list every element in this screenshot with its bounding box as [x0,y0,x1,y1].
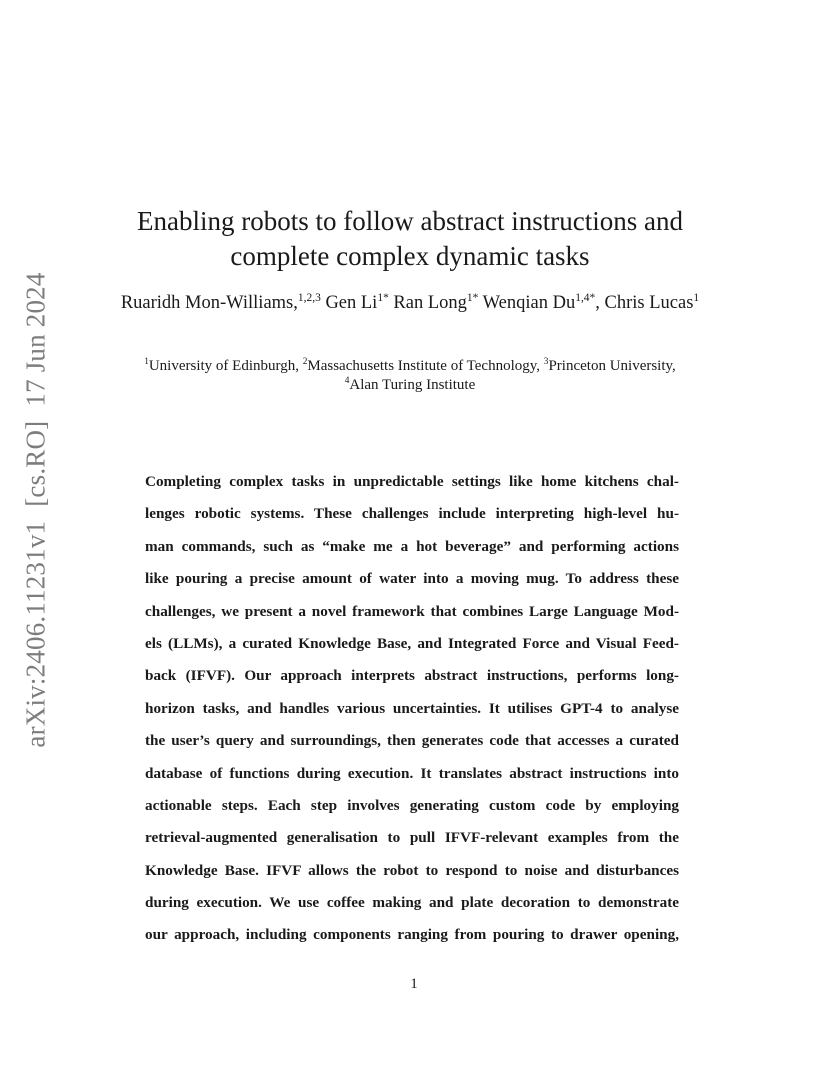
affiliation-name: Massachusetts Institute of Technology, [307,358,541,374]
author-list [110,291,710,316]
author-name: Ruaridh Mon-Williams, [120,293,298,313]
affiliation-list [100,357,720,395]
abstract-line: challenges, we present a novel framework that combines Large Language Mod- [145,602,679,620]
arxiv-date: 17 Jun 2024 [20,272,51,407]
page-number: 1 [410,976,418,992]
author-separator: , [595,293,600,313]
abstract-line: during execution. We use coffee making and plate decoration to demonstrate [145,894,679,912]
author-name: Chris Lucas [604,293,694,313]
author-affiliation-marker: 1 [693,291,700,304]
abstract-line: retrieval-augmented generalisation to pull IFVF-relevant examples from the [145,829,679,847]
affiliation-marker: 4 [344,376,350,387]
abstract-line: like pouring a precise amount of water into a moving mug. To address these [145,570,679,588]
abstract-line: horizon tasks, and handles various uncertainties. It utilises GPT-4 to analyse [145,699,679,717]
arxiv-id: arXiv:2406.11231v1 [20,520,51,748]
abstract-line: the user’s query and surroundings, then generates code that accesses a curated [145,732,679,750]
abstract-line: man commands, such as “make me a hot beverage” and performing actions [145,537,679,555]
affiliation-marker: 3 [543,357,549,368]
author-affiliation-marker: 1,2,3 [297,291,321,304]
abstract-line: Completing complex tasks in unpredictable settings like home kitchens chal- [145,473,679,490]
affiliation-marker: 1 [144,357,149,368]
abstract-line: Knowledge Base. IFVF allows the robot to respond to noise and disturbances [145,861,679,879]
affiliation-name: Princeton University, [548,358,676,374]
abstract-line: database of functions during execution. It translates abstract instructions into [145,764,679,782]
author-affiliation-marker: 1* [377,291,389,304]
arxiv-category: [cs.RO] [20,420,51,507]
abstract-line: els (LLMs), a curated Knowledge Base, and Integrated Force and Visual Feed- [145,634,679,652]
author-affiliation-marker: 1,4* [575,291,596,304]
author-name: Ran Long [393,293,467,313]
affiliation-marker: 2 [302,357,308,368]
abstract-line: back (IFVF). Our approach interprets abstract instructions, performs long- [145,667,679,685]
paper-title-line-1: Enabling robots to follow abstract instructions and [137,206,683,236]
paper-title [100,204,720,274]
abstract [145,466,679,952]
abstract-line: actionable steps. Each step involves generating custom code by employing [145,796,679,814]
paper-title-line-2: complete complex dynamic tasks [230,241,590,271]
author-affiliation-marker: 1* [466,291,479,304]
abstract-line: lenges robotic systems. These challenges include interpreting high-level hu- [145,505,679,523]
abstract-line: our approach, including components ranging from pouring to drawer opening, [145,926,679,944]
affiliation-name: University of Edinburgh, [148,358,299,374]
affiliation-name: Alan Turing Institute [349,377,476,393]
arxiv-identifier-stamp [21,272,52,747]
author-name: Gen Li [325,293,378,313]
author-name: Wenqian Du [482,293,576,313]
